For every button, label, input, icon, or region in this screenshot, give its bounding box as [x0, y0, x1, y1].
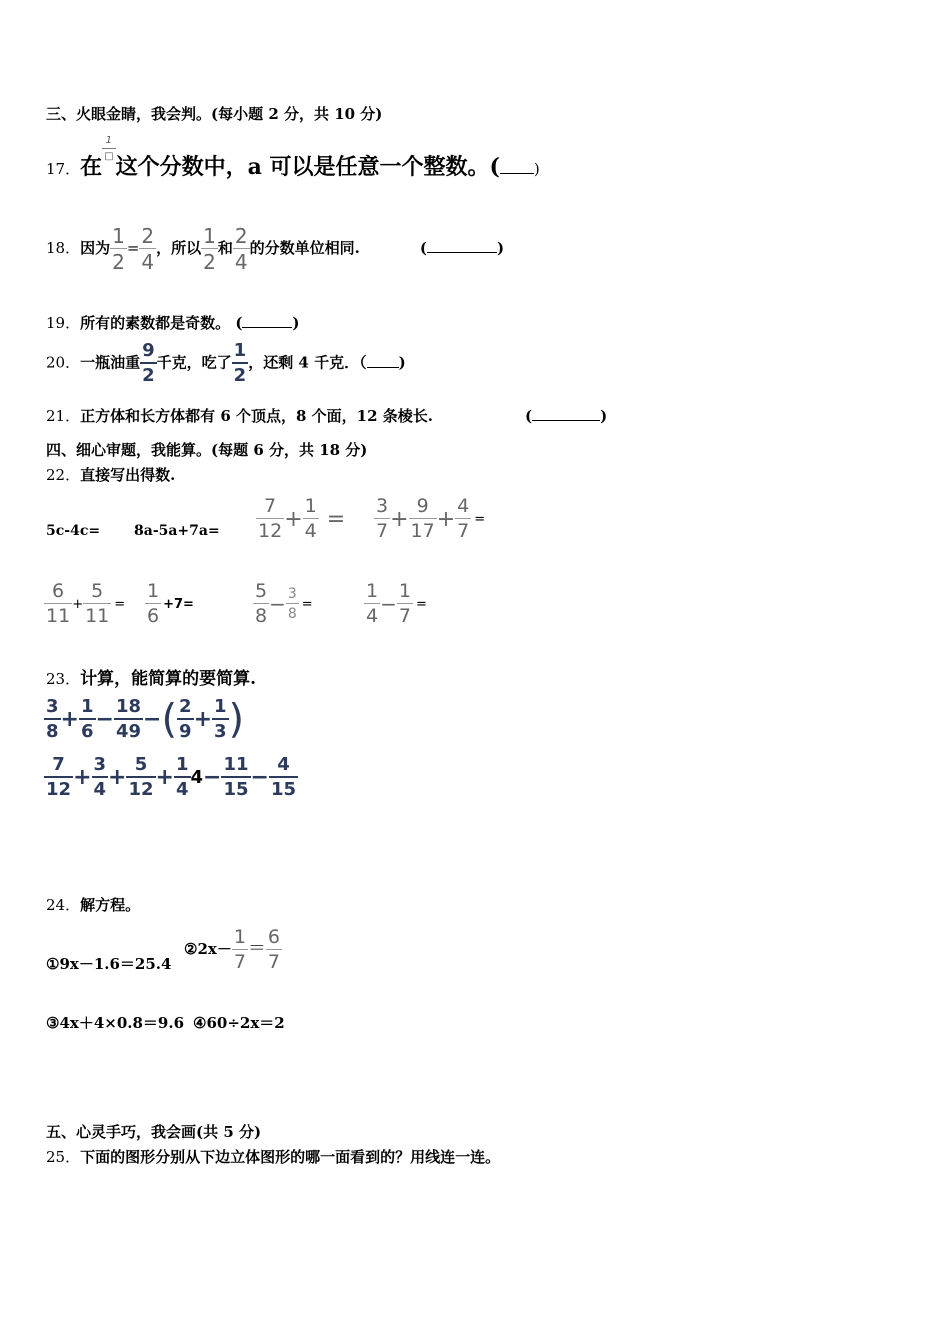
question-title: 解方程。	[80, 896, 141, 914]
q17-text-post: 这个分数中，a 可以是任意一个整数。(	[115, 154, 500, 180]
q23-expression-1: $\frac{3}{8}$ + $\frac{1}{6}$ − $\frac{18}{49}$ −( $\frac{2}{9}$ + $\frac{1}{3}$ )	[46, 696, 245, 743]
equation-4: ④60÷2x＝2	[193, 1014, 285, 1032]
question-number: 20．	[46, 353, 81, 372]
question-18: 18．因为 $\frac{1}{2}$ = $\frac{2}{4}$ ，所以 $\frac{1}{2}$ 和 $\frac{2}{4}$ 的分数单位相同. ( )	[46, 224, 505, 274]
question-number: 25．	[46, 1148, 81, 1166]
fraction: $\frac{2}{4}$	[234, 224, 248, 274]
q17-text-pre: 在	[80, 154, 103, 180]
expr-8a-5a-7a: 8a-5a+7a=	[134, 523, 220, 539]
question-20: 20．一瓶油重 $\frac{9}{2}$ 千克，吃了 $\frac{1}{2}$ ，还剩 4 千克．（ )	[46, 340, 406, 386]
equation-3: ③4x＋4×0.8＝9.6	[46, 1014, 185, 1032]
question-number: 17．	[46, 160, 81, 178]
question-number: 18．	[46, 239, 81, 257]
section-5-title: 五、心灵手巧，我会画(共 5 分)	[46, 1123, 262, 1141]
section-4-title: 四、细心审题，我能算。(每题 6 分，共 18 分)	[46, 441, 368, 459]
question-number: 21．	[46, 407, 81, 425]
answer-blank[interactable]	[500, 173, 534, 174]
question-number: 24．	[46, 896, 81, 914]
equation-2: ②2x－ $\frac{1}{7}$ ＝ $\frac{6}{7}$	[184, 926, 281, 973]
expr-3-7-plus-9-17-plus-4-7: $\frac{3}{7}$ + $\frac{9}{17}$ + $\frac{4}{7}$ =	[376, 495, 486, 542]
fraction: $\frac{1}{2}$	[203, 224, 216, 274]
expr-6-11-plus-5-11: $\frac{6}{11}$ + $\frac{5}{11}$ =	[46, 580, 126, 627]
question-title: 计算，能简算的要简算.	[80, 669, 257, 689]
answer-blank[interactable]	[367, 367, 399, 368]
expr-1-4-minus-1-7: $\frac{1}{4}$ − $\frac{1}{7}$ =	[366, 580, 427, 627]
question-number: 23．	[46, 670, 81, 688]
question-21: 21．正方体和长方体都有 6 个顶点，8 个面，12 条棱长. ( )	[46, 407, 608, 425]
answer-blank[interactable]	[242, 327, 292, 328]
expr-7-12-plus-1-4: $\frac{7}{12}$ + $\frac{1}{4}$ =	[258, 495, 346, 542]
question-25: 25．下面的图形分别从下边立体图形的哪一面看到的？用线连一连。	[46, 1148, 501, 1166]
question-title: 直接写出得数.	[80, 466, 176, 484]
expr-1-6-plus-7: $\frac{1}{6}$ +7=	[147, 580, 194, 627]
fraction: $\frac{9}{2}$	[142, 340, 155, 386]
fraction: $\frac{1}{2}$	[233, 340, 247, 386]
section-3-title: 三、火眼金睛，我会判。(每小题 2 分，共 10 分)	[46, 105, 383, 123]
question-19: 19．所有的素数都是奇数。 ( )	[46, 314, 300, 332]
question-23	[46, 664, 256, 689]
question-number: 19．	[46, 314, 81, 332]
q17-fraction: $\frac{1}{□}$	[104, 135, 114, 162]
answer-blank[interactable]	[427, 252, 497, 253]
fraction: $\frac{1}{2}$	[112, 224, 125, 274]
fraction: $\frac{2}{4}$	[141, 224, 155, 274]
expr-5c-4c: 5c-4c=	[46, 523, 101, 539]
question-22	[46, 464, 175, 485]
answer-blank[interactable]	[532, 420, 600, 421]
question-17: 17．在 $\frac{1}{□}$ 这个分数中，a 可以是任意一个整数。( )	[46, 135, 540, 180]
q23-expression-2: $\frac{7}{12}$ + $\frac{3}{4}$ + $\frac{5}{12}$ + $\frac{1}{4}$ 4− $\frac{11}{15}$ − $\frac{4}{15}$	[46, 754, 297, 800]
question-number: 22．	[46, 466, 81, 484]
question-24	[46, 894, 140, 915]
equation-1: ①9x－1.6＝25.4	[46, 955, 172, 973]
expr-5-8-minus-3-8: $\frac{5}{8}$ − $\frac{3}{8}$ =	[255, 580, 313, 627]
